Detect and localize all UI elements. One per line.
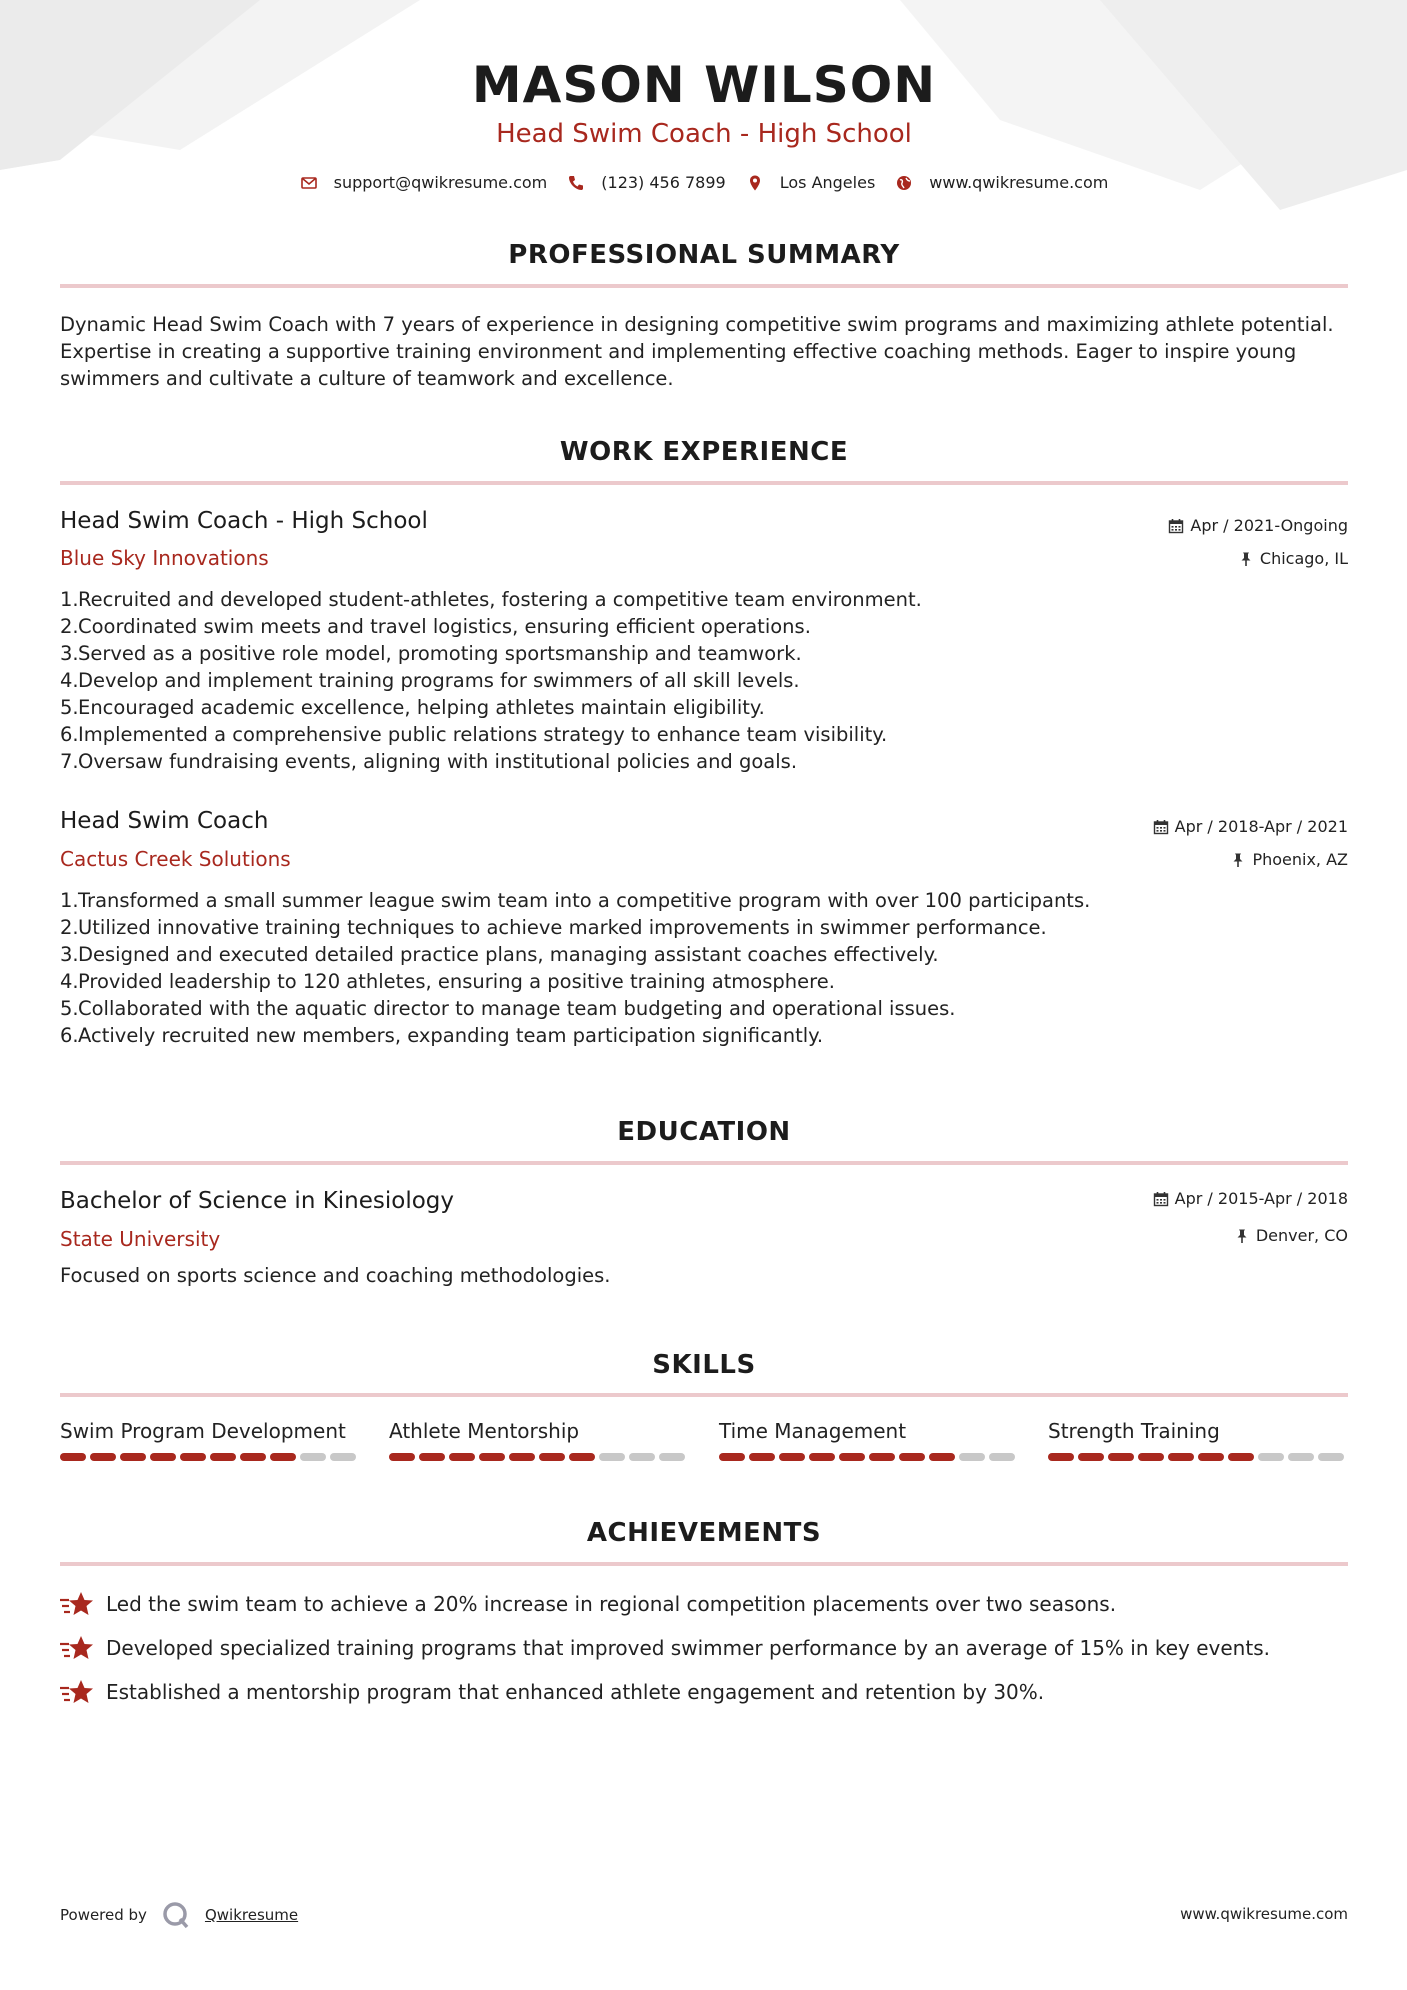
skill-segment-empty <box>1318 1453 1344 1461</box>
skill-segment-filled <box>150 1453 176 1461</box>
job-location <box>1230 850 1348 869</box>
skill-segment-filled <box>899 1453 925 1461</box>
skill-segment-filled <box>749 1453 775 1461</box>
candidate-name: MASON WILSON <box>471 56 937 114</box>
star-icon <box>60 1590 94 1618</box>
skill-segment-filled <box>1168 1453 1194 1461</box>
skill-level-bar <box>719 1453 1019 1461</box>
summary-text <box>60 311 1348 392</box>
skill-segment-empty <box>300 1453 326 1461</box>
skill-level-bar <box>389 1453 689 1461</box>
list-item: 2. Utilized innovative training techniques to achieve marked improvements in swimmer performance. <box>60 916 1047 939</box>
skill-segment-filled <box>479 1453 505 1461</box>
skill-segment-filled <box>509 1453 535 1461</box>
footer-powered-by <box>60 1900 298 1930</box>
job-duties-list <box>60 887 1348 1049</box>
skill-segment-filled <box>929 1453 955 1461</box>
skills-section-title: SKILLS <box>652 1350 756 1380</box>
education-dates <box>1153 1189 1348 1208</box>
skill-segment-filled <box>719 1453 745 1461</box>
contact-website-text: www.qwikresume.com <box>929 173 1109 192</box>
job-title: Head Swim Coach <box>60 808 269 834</box>
degree-title: Bachelor of Science in Kinesiology <box>60 1188 455 1214</box>
contact-email[interactable] <box>300 173 548 192</box>
skill-segment-filled <box>60 1453 86 1461</box>
list-item: 7. Oversaw fundraising events, aligning with institutional policies and goals. <box>60 750 798 773</box>
skills-divider <box>60 1393 1348 1397</box>
skill-item <box>1048 1419 1348 1461</box>
skill-name: Athlete Mentorship <box>389 1419 580 1443</box>
skill-segment-empty <box>959 1453 985 1461</box>
summary-line: swimmers and cultivate a culture of teamwork and excellence. <box>60 367 674 390</box>
star-icon <box>60 1634 94 1662</box>
skill-segment-filled <box>809 1453 835 1461</box>
pushpin-icon <box>1234 1228 1250 1244</box>
summary-line: Expertise in creating a supportive training environment and implementing effective coaching methods. Eager to inspire young <box>60 340 1297 363</box>
achievement-item <box>60 1678 1348 1706</box>
skill-name: Time Management <box>719 1419 907 1443</box>
list-item: 5. Collaborated with the aquatic director to manage team budgeting and operational issues. <box>60 997 956 1020</box>
skill-segment-filled <box>180 1453 206 1461</box>
achievements-section-title: ACHIEVEMENTS <box>586 1518 822 1548</box>
job-dates-text: Apr / 2018-Apr / 2021 <box>1174 817 1348 836</box>
skill-segment-empty <box>330 1453 356 1461</box>
skill-segment-empty <box>599 1453 625 1461</box>
skill-name: Strength Training <box>1048 1419 1220 1443</box>
skill-segment-empty <box>1288 1453 1314 1461</box>
achievement-item <box>60 1590 1348 1618</box>
calendar-icon <box>1153 819 1169 835</box>
skill-name: Swim Program Development <box>60 1419 346 1443</box>
list-item: 4. Develop and implement training programs for swimmers of all skill levels. <box>60 669 800 692</box>
skill-segment-filled <box>210 1453 236 1461</box>
experience-section-title: WORK EXPERIENCE <box>559 437 849 467</box>
summary-line: Dynamic Head Swim Coach with 7 years of experience in designing competitive swim programs and maximizing athlete potential. <box>60 313 1334 336</box>
skill-segment-filled <box>1138 1453 1164 1461</box>
list-item: 3. Served as a positive role model, promoting sportsmanship and teamwork. <box>60 642 802 665</box>
achievement-text: Established a mentorship program that enhanced athlete engagement and retention by 30%. <box>106 1680 1045 1704</box>
skill-segment-empty <box>659 1453 685 1461</box>
summary-section-title: PROFESSIONAL SUMMARY <box>508 240 900 270</box>
job-dates-text: Apr / 2021-Ongoing <box>1190 516 1348 535</box>
contact-phone-text: (123) 456 7899 <box>601 173 726 192</box>
skill-segment-filled <box>1108 1453 1134 1461</box>
contact-bar <box>60 173 1348 192</box>
job-location-text: Chicago, IL <box>1259 549 1348 568</box>
skill-segment-empty <box>989 1453 1015 1461</box>
skill-segment-filled <box>90 1453 116 1461</box>
skill-item <box>719 1419 1019 1461</box>
skill-segment-filled <box>240 1453 266 1461</box>
education-location-text: Denver, CO <box>1255 1226 1348 1245</box>
list-item: 4. Provided leadership to 120 athletes, ensuring a positive training atmosphere. <box>60 970 835 993</box>
globe-icon <box>895 174 913 192</box>
education-section-title: EDUCATION <box>617 1117 791 1147</box>
summary-divider <box>60 284 1348 288</box>
list-item: 1. Recruited and developed student-athletes, fostering a competitive team environment. <box>60 588 922 611</box>
skill-level-bar <box>60 1453 360 1461</box>
achievement-item <box>60 1634 1348 1662</box>
contact-email-text: support@qwikresume.com <box>333 173 548 192</box>
achievement-text: Developed specialized training programs that improved swimmer performance by an average of 15% in key events. <box>106 1636 1270 1660</box>
skill-segment-filled <box>120 1453 146 1461</box>
contact-location <box>746 173 876 192</box>
list-item: 3. Designed and executed detailed practice plans, managing assistant coaches effectively. <box>60 943 939 966</box>
skill-segment-filled <box>389 1453 415 1461</box>
achievement-text: Led the swim team to achieve a 20% increase in regional competition placements over two seasons. <box>106 1592 1117 1616</box>
skill-segment-empty <box>1258 1453 1284 1461</box>
contact-website[interactable] <box>895 173 1108 192</box>
list-item: 1. Transformed a small summer league swim team into a competitive program with over 100 participants. <box>60 889 1091 912</box>
skill-level-bar <box>1048 1453 1348 1461</box>
skill-segment-filled <box>869 1453 895 1461</box>
company-name: Cactus Creek Solutions <box>60 847 291 871</box>
company-name: Blue Sky Innovations <box>60 546 269 570</box>
contact-location-text: Los Angeles <box>779 173 876 192</box>
education-divider <box>60 1161 1348 1165</box>
skill-segment-filled <box>1078 1453 1104 1461</box>
job-dates <box>1168 516 1348 535</box>
list-item: 5. Encouraged academic excellence, helping athletes maintain eligibility. <box>60 696 765 719</box>
job-duties-list <box>60 586 1348 775</box>
pushpin-icon <box>1230 852 1246 868</box>
list-item: 6. Actively recruited new members, expanding team participation significantly. <box>60 1024 824 1047</box>
skill-item <box>60 1419 360 1461</box>
job-location-text: Phoenix, AZ <box>1252 850 1348 869</box>
pushpin-icon <box>1238 551 1254 567</box>
star-icon <box>60 1678 94 1706</box>
brand-link[interactable]: Qwikresume <box>204 1906 299 1924</box>
map-pin-icon <box>746 174 764 192</box>
qwikresume-logo <box>161 1900 191 1930</box>
school-name: State University <box>60 1227 221 1251</box>
job-dates <box>1153 817 1348 836</box>
skill-item <box>389 1419 689 1461</box>
skill-segment-filled <box>539 1453 565 1461</box>
calendar-icon <box>1153 1191 1169 1207</box>
achievements-divider <box>60 1562 1348 1566</box>
skill-segment-filled <box>449 1453 475 1461</box>
skill-segment-filled <box>839 1453 865 1461</box>
skill-segment-filled <box>1228 1453 1254 1461</box>
list-item: 6. Implemented a comprehensive public relations strategy to enhance team visibility. <box>60 723 888 746</box>
skill-segment-filled <box>1198 1453 1224 1461</box>
powered-by-label: Powered by <box>60 1906 147 1924</box>
job-title: Head Swim Coach - High School <box>60 508 428 534</box>
calendar-icon <box>1168 518 1184 534</box>
experience-divider <box>60 481 1348 485</box>
skill-segment-filled <box>1048 1453 1074 1461</box>
phone-icon <box>567 174 585 192</box>
education-description: Focused on sports science and coaching methodologies. <box>60 1264 611 1287</box>
skill-segment-filled <box>779 1453 805 1461</box>
envelope-icon <box>300 174 318 192</box>
job-location <box>1238 549 1348 568</box>
skill-segment-filled <box>270 1453 296 1461</box>
candidate-role: Head Swim Coach - High School <box>496 119 912 149</box>
skill-segment-empty <box>629 1453 655 1461</box>
footer-website[interactable]: www.qwikresume.com <box>1180 1905 1348 1923</box>
education-dates-text: Apr / 2015-Apr / 2018 <box>1174 1189 1348 1208</box>
contact-phone[interactable] <box>567 173 725 192</box>
skill-segment-filled <box>419 1453 445 1461</box>
list-item: 2. Coordinated swim meets and travel logistics, ensuring efficient operations. <box>60 615 811 638</box>
education-location <box>1234 1226 1348 1245</box>
skill-segment-filled <box>569 1453 595 1461</box>
